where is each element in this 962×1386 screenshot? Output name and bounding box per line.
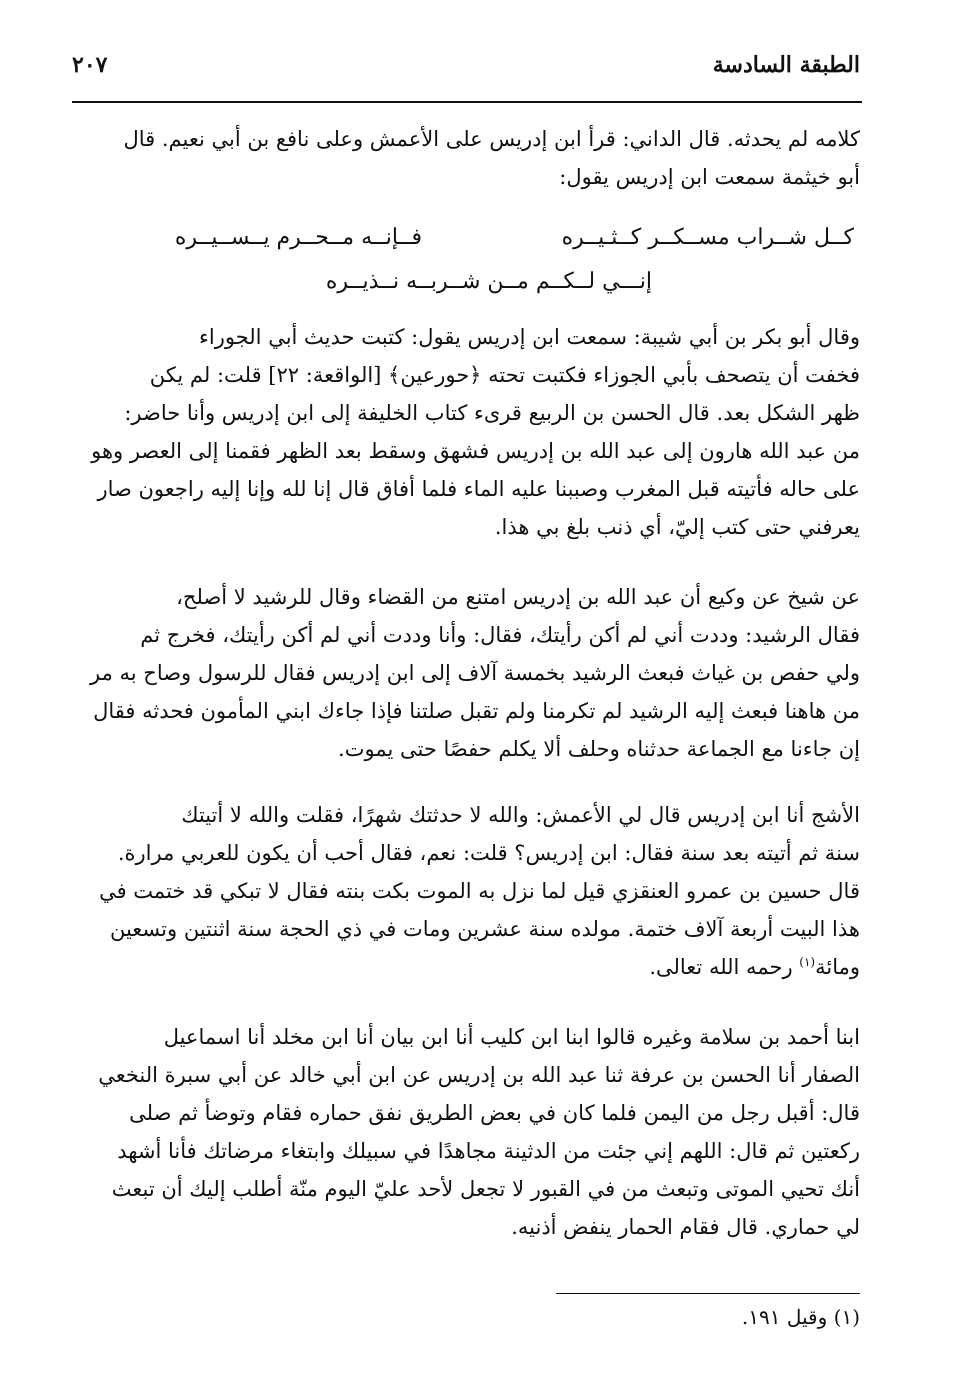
intro-line-1: كلامه لم يحدثه. قال الداني: قرأ ابن إدريس على الأعمش وعلى نافع بن أبي نعيم. قال (123, 127, 860, 151)
verse-hemistich-1: كــل شــراب مســكــر كــثـيــره (561, 225, 854, 250)
paragraph-2-line: عن شيخ عن وكيع أن عبد الله بن إدريس امتنع من القضاء وقال للرشيد لا أصلح، (176, 585, 860, 609)
page-number: ٢٠٧ (72, 52, 108, 78)
paragraph-4-line: قال: أقبل رجل من اليمن فلما كان في بعض الطريق نفق حماره فقام وتوضأ ثم صلى (129, 1101, 860, 1125)
paragraph-2-line: فقال الرشيد: وددت أني لم أكن رأيتك، فقال: وأنا وددت أني لم أكن رأيتك، فخرج ثم (140, 623, 860, 647)
last-line-end: رحمه الله تعالى. (649, 955, 800, 979)
page-header (72, 52, 860, 98)
verse-hemistich-3: إنـــي لــكــم مــن شــربــه نــذيــره (325, 269, 652, 294)
paragraph-4-line: الصفار أنا الحسن بن عرفة ثنا عبد الله بن إدريس عن ابن أبي خالد عن أبي سبرة النخعي (98, 1063, 860, 1087)
last-line-start: ومائة (815, 955, 860, 979)
paragraph-3-line: قال حسين بن عمرو العنقزي قيل لما نزل به الموت بكت بنته فقال لا تبكي قد ختمت في (99, 879, 860, 903)
paragraph-2-line: من هاهنا فبعث إليه الرشيد لم تكرمنا ولم تقبل صلتنا فإذا جاءك ابني المأمون فحدثه فقال (93, 699, 860, 723)
paragraph-1-line: يعرفني حتى كتب إليّ، أي ذنب بلغ بي هذا. (494, 515, 860, 539)
paragraph-4-line: ركعتين ثم قال: اللهم إني جئت من الدثينة مجاهدًا في سبيلك وابتغاء مرضاتك فأنا أشهد (117, 1139, 860, 1163)
paragraph-1-line: فخفت أن يتصحف بأبي الجوزاء فكتبت تحته ﴿حورعين﴾ [الواقعة: ٢٢] قلت: لم يكن (149, 363, 860, 387)
paragraph-3-line: هذا البيت أربعة آلاف ختمة. مولده سنة عشرين ومات في ذي الحجة سنة اثنتين وتسعين (109, 917, 860, 941)
paragraph-3 (76, 796, 860, 986)
paragraph-1 (76, 318, 860, 546)
footnote-divider (556, 1293, 860, 1294)
header-divider (72, 101, 862, 103)
paragraph-3-line: الأشج أنا ابن إدريس قال لي الأعمش: والله لا حدثتك شهرًا، فقلت والله لا أتيتك (181, 803, 860, 827)
paragraph-3-last-line (76, 948, 860, 986)
paragraph-1-line: من عبد الله هارون إلى عبد الله بن إدريس فشهق وسقط بعد الظهر فقمنا إلى العصر وهو (91, 439, 860, 463)
paragraph-1-line: وقال أبو بكر بن أبي شيبة: سمعت ابن إدريس يقول: كتبت حديث أبي الجوراء (199, 325, 860, 349)
footnote-marker: (١) (799, 955, 816, 969)
paragraph-4-line: ابنا أحمد بن سلامة وغيره قالوا ابنا ابن كليب أنا ابن بيان أنا ابن مخلد أنا اسماعيل (163, 1025, 860, 1049)
paragraph-1-line: ظهر الشكل بعد. قال الحسن بن الربيع قرىء كتاب الخليفة إلى ابن إدريس وأنا حاضر: (124, 401, 860, 425)
paragraph-2-line: إن جاءنا مع الجماعة حدثناه وحلف ألا يكلم حفصًا حتى يموت. (338, 737, 860, 761)
paragraph-4-line: أنك تحيي الموتى وتبعث من في القبور لا تجعل لأحد عليّ اليوم منّة أطلب إليك أن تبعث (111, 1177, 860, 1201)
intro-paragraph (76, 120, 860, 196)
paragraph-4-line: لي حماري. قال فقام الحمار ينفض أذنيه. (511, 1215, 860, 1239)
paragraph-3-line: سنة ثم أتيته بعد سنة فقال: ابن إدريس؟ قلت: نعم، فقال أحب أن يكون للعربي مرارة. (117, 841, 860, 865)
paragraph-4 (76, 1018, 860, 1246)
poetry-verse (72, 218, 862, 308)
footnote: (١) وقيل ١٩١. (741, 1305, 860, 1329)
paragraph-1-line: على حاله فأتيته قبل المغرب وصببنا عليه الماء فلما أفاق قال إنا لله وإنا إليه راجعون صار (97, 477, 860, 501)
paragraph-2-line: ولي حفص بن غياث فبعث الرشيد بخمسة آلاف إلى ابن إدريس فقال للرسول وصاح به مر (89, 661, 860, 685)
chapter-title: الطبقة السادسة (712, 52, 860, 78)
verse-hemistich-2: فــإنــه مــحــرم يــســيــره (174, 225, 422, 250)
paragraph-2 (76, 578, 860, 768)
intro-line-2: أبو خيثمة سمعت ابن إدريس يقول: (559, 165, 860, 189)
